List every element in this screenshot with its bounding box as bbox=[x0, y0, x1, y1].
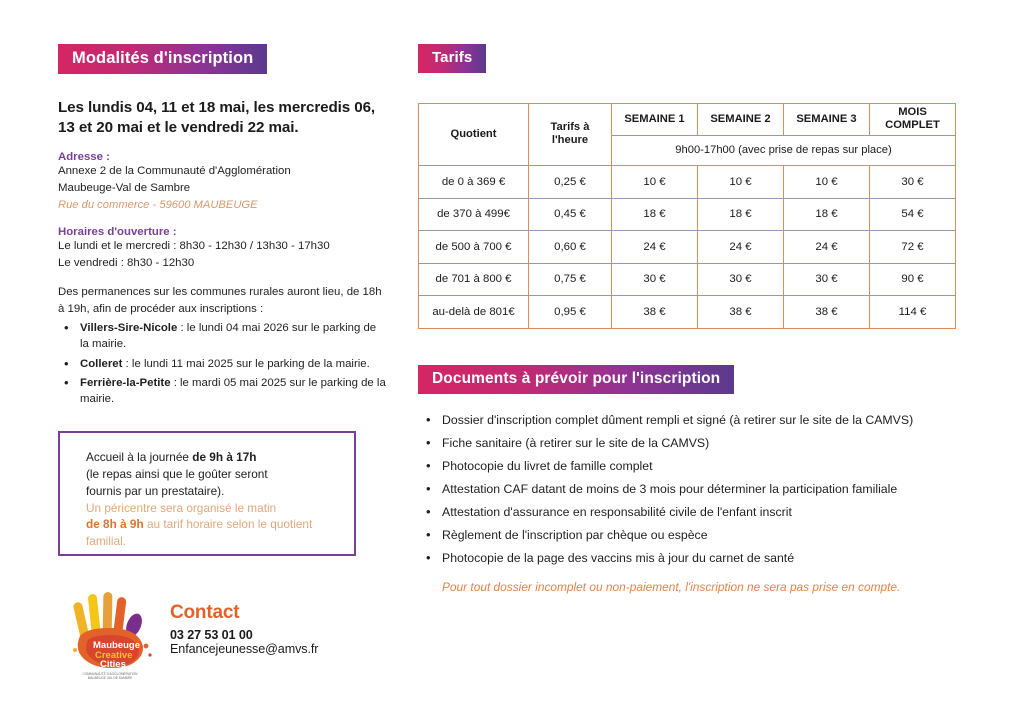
hours-line-2: Le vendredi : 8h30 - 12h30 bbox=[58, 257, 195, 270]
cell-week-1: 18 € bbox=[612, 198, 698, 231]
table-body bbox=[419, 166, 956, 329]
permanences-intro: Des permanences sur les communes rurales auront lieu, de 18h à 19h, afin de procéder aux inscriptions : bbox=[58, 286, 382, 315]
column-header-hourly-rate: Tarifs à l'heure bbox=[529, 103, 612, 165]
accueil-line-3: fournis par un prestataire). bbox=[86, 483, 225, 498]
address-street: Rue du commerce - 59600 MAUBEUGE bbox=[58, 199, 258, 212]
address-line-2: Maubeuge-Val de Sambre bbox=[58, 182, 191, 195]
cell-hourly: 0,95 € bbox=[529, 296, 612, 329]
cell-month: 72 € bbox=[870, 231, 956, 264]
cell-week-1: 24 € bbox=[612, 231, 698, 264]
list-item bbox=[58, 375, 388, 407]
section-badge-documents: Documents à prévoir pour l'inscription bbox=[418, 365, 734, 394]
cell-hourly: 0,60 € bbox=[529, 231, 612, 264]
cell-week-2: 30 € bbox=[698, 263, 784, 296]
cell-week-2: 38 € bbox=[698, 296, 784, 329]
list-item: • Photocopie du livret de famille complet bbox=[418, 458, 958, 475]
cell-hourly: 0,45 € bbox=[529, 198, 612, 231]
pericentre-note bbox=[86, 501, 312, 549]
cell-week-3: 10 € bbox=[784, 166, 870, 199]
commune-detail: : le lundi 04 mai 2026 sur le parking de la mairie. bbox=[80, 322, 377, 351]
maubeuge-creative-cities-logo bbox=[62, 588, 158, 680]
cell-week-1: 38 € bbox=[612, 296, 698, 329]
cell-month: 54 € bbox=[870, 198, 956, 231]
pericentre-hours: de 8h à 9h bbox=[86, 517, 144, 532]
list-item: • Attestation CAF datant de moins de 3 mois pour déterminer la participation familiale bbox=[418, 481, 958, 498]
documents-warning-note: Pour tout dossier incomplet ou non-paiement, l'inscription ne sera pas prise en compte. bbox=[442, 579, 901, 594]
table-head bbox=[419, 103, 956, 165]
table-row bbox=[419, 198, 956, 231]
list-item: • Attestation d'assurance en responsabilité civile de l'enfant inscrit bbox=[418, 504, 958, 521]
subheader-schedule: 9h00-17h00 (avec prise de repas sur place) bbox=[612, 136, 956, 166]
column-header-quotient: Quotient bbox=[419, 103, 529, 165]
list-item bbox=[58, 320, 388, 352]
cell-quotient: de 701 à 800 € bbox=[419, 263, 529, 296]
right-column bbox=[418, 44, 958, 595]
section-badge-tarifs: Tarifs bbox=[418, 44, 486, 73]
accueil-hours: de 9h à 17h bbox=[192, 450, 257, 464]
cell-month: 30 € bbox=[870, 166, 956, 199]
hours-label: Horaires d'ouverture : bbox=[58, 226, 177, 239]
pericentre-line-1: Un péricentre sera organisé le matin bbox=[86, 500, 277, 515]
cell-week-1: 10 € bbox=[612, 166, 698, 199]
tarifs-table bbox=[418, 103, 956, 329]
accueil-line-2: (le repas ainsi que le goûter seront bbox=[86, 466, 268, 481]
documents-list bbox=[418, 412, 958, 567]
commune-list bbox=[58, 320, 388, 407]
cell-week-2: 18 € bbox=[698, 198, 784, 231]
address-line-1: Annexe 2 de la Communauté d'Agglomération bbox=[58, 165, 291, 178]
commune-detail: : le mardi 05 mai 2025 sur le parking de la mairie. bbox=[80, 376, 386, 405]
contact-title: Contact bbox=[170, 602, 240, 623]
commune-name: Villers-Sire-Nicole bbox=[80, 322, 178, 335]
cell-month: 114 € bbox=[870, 296, 956, 329]
pericentre-line-2: au tarif horaire selon le quotient familial. bbox=[86, 517, 313, 549]
address-label: Adresse : bbox=[58, 151, 110, 164]
logo-footer-1: COMMUNAUTÉ D'AGGLOMÉRATION bbox=[82, 672, 138, 676]
contact-block bbox=[170, 602, 400, 656]
cell-week-1: 30 € bbox=[612, 263, 698, 296]
cell-hourly: 0,25 € bbox=[529, 166, 612, 199]
contact-email[interactable]: Enfancejeunesse@amvs.fr bbox=[170, 642, 319, 656]
list-item: • Photocopie de la page des vaccins mis à jour du carnet de santé bbox=[418, 550, 958, 567]
accueil-line-1a: Accueil à la journée bbox=[86, 450, 193, 464]
page-title: Les lundis 04, 11 et 18 mai, les mercredis 06, 13 et 20 mai et le vendredi 22 mai. bbox=[58, 99, 376, 137]
cell-quotient: de 370 à 499€ bbox=[419, 198, 529, 231]
cell-quotient: de 0 à 369 € bbox=[419, 166, 529, 199]
logo-word-1: Maubeuge bbox=[93, 640, 140, 651]
column-header-week-2: SEMAINE 2 bbox=[698, 103, 784, 135]
accueil-callout-text bbox=[60, 433, 354, 560]
accueil-callout-box bbox=[58, 431, 356, 556]
logo-footer-2: MAUBEUGE VAL DE SAMBRE bbox=[87, 676, 133, 680]
cell-month: 90 € bbox=[870, 263, 956, 296]
table-row bbox=[419, 166, 956, 199]
left-column bbox=[58, 44, 388, 410]
list-item: • Règlement de l'inscription par chèque ou espèce bbox=[418, 527, 958, 544]
list-item: • Fiche sanitaire (à retirer sur le site de la CAMVS) bbox=[418, 435, 958, 452]
commune-name: Colleret bbox=[80, 357, 123, 370]
column-header-week-1: SEMAINE 1 bbox=[612, 103, 698, 135]
cell-week-3: 38 € bbox=[784, 296, 870, 329]
cell-week-3: 18 € bbox=[784, 198, 870, 231]
column-header-full-month: MOIS COMPLET bbox=[870, 103, 956, 135]
cell-week-3: 30 € bbox=[784, 263, 870, 296]
commune-detail: : le lundi 11 mai 2025 sur le parking de la mairie. bbox=[122, 357, 370, 370]
list-item bbox=[58, 356, 388, 372]
hand-logo-icon bbox=[62, 588, 158, 680]
hours-line-1: Le lundi et le mercredi : 8h30 - 12h30 / 13h30 - 17h30 bbox=[58, 240, 330, 253]
cell-quotient: au-delà de 801€ bbox=[419, 296, 529, 329]
column-header-week-3: SEMAINE 3 bbox=[784, 103, 870, 135]
list-item: • Dossier d'inscription complet dûment rempli et signé (à retirer sur le site de la CAMVS) bbox=[418, 412, 958, 429]
cell-week-3: 24 € bbox=[784, 231, 870, 264]
table-row bbox=[419, 296, 956, 329]
cell-quotient: de 500 à 700 € bbox=[419, 231, 529, 264]
cell-hourly: 0,75 € bbox=[529, 263, 612, 296]
section-badge-modalites: Modalités d'inscription bbox=[58, 44, 267, 74]
cell-week-2: 10 € bbox=[698, 166, 784, 199]
logo-word-2: Creative bbox=[95, 650, 133, 661]
contact-phone[interactable]: 03 27 53 01 00 bbox=[170, 628, 253, 642]
logo-word-3: Cities bbox=[100, 659, 126, 670]
cell-week-2: 24 € bbox=[698, 231, 784, 264]
table-row bbox=[419, 231, 956, 264]
table-row bbox=[419, 263, 956, 296]
table-header-row bbox=[419, 103, 956, 135]
commune-name: Ferrière-la-Petite bbox=[80, 376, 171, 389]
